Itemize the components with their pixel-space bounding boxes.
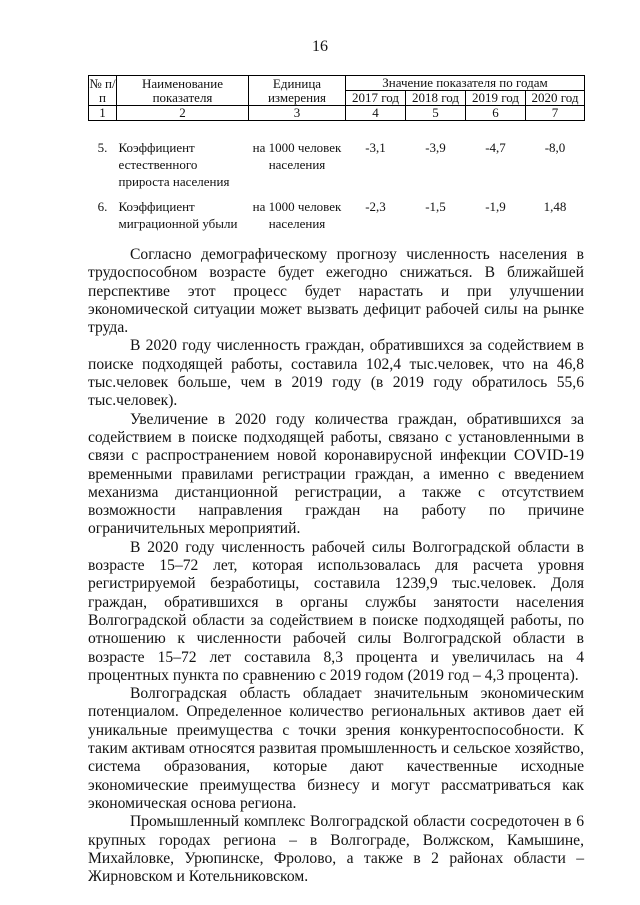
header-year: 2018 год (406, 91, 466, 106)
header-year: 2019 год (466, 91, 526, 106)
header-year: 2020 год (526, 91, 585, 106)
body-text (88, 246, 584, 886)
table-row (89, 137, 585, 196)
row-value: -1,5 (425, 199, 446, 214)
row-value: -3,1 (365, 140, 386, 155)
row-name: Коэффициент естественного прироста населения (118, 140, 230, 189)
header-name: Наименование показателя (117, 76, 249, 106)
paragraph: Согласно демографическому прогнозу численность населения в трудоспособном возрасте будет ежегодно снижаться. В ближайшей перспективе этот процесс будет нарастать и при улучшении экономической ситуации может вызвать дефицит рабочей силы на рынке труда. (88, 246, 584, 337)
row-value: -1,9 (485, 199, 506, 214)
row-number: 6. (97, 199, 108, 214)
paragraph: Волгоградская область обладает значительным экономическим потенциалом. Определенное количество региональных активов дает ей уникальные преимущества с точки зрения конкурентоспособности. К таким активам относятся развитая промышленность и сельское хозяйство, система образования, которые дают качественные исходные экономические преимущества бизнесу и могут рассматриваться как экономическая основа региона. (88, 685, 584, 812)
row-unit: на 1000 человек населения (252, 140, 342, 172)
column-number: 1 (89, 106, 117, 121)
row-value: -4,7 (485, 140, 506, 155)
row-unit: на 1000 человек населения (252, 199, 342, 231)
row-value: -8,0 (544, 140, 566, 155)
header-unit: Единица измерения (249, 76, 346, 106)
column-number: 5 (406, 106, 466, 121)
header-number: № п/п (89, 75, 116, 105)
column-number: 7 (526, 106, 585, 121)
table-row (89, 196, 585, 239)
row-value: 1,48 (543, 199, 567, 214)
column-number: 2 (117, 106, 249, 121)
paragraph: Увеличение в 2020 году количества граждан, обратившихся за содействием в поиске подходящей работы, связано с установленными в связи с распространением новой коронавирусной инфекции COVID-19 временными правилами регистрации граждан, а именно с введением механизма дистанционной регистрации, а также с отсутствием возможности направления граждан на работу по причине ограничительных мероприятий. (88, 410, 584, 538)
row-value: -2,3 (365, 199, 386, 214)
header-values-group: Значение показателя по годам (346, 76, 585, 91)
paragraph: В 2020 году численность рабочей силы Волгоградской области в возрасте 15–72 лет, которая использовалась для расчета уровня регистрируемой безработицы, составила 1239,9 тыс.человек. Доля граждан, обратившихся в органы службы занятости населения Волгоградской области за содействием в поиске подходящей работы, по отношению к численности рабочей силы Волгоградской области в возрасте 15–72 лет составила 8,3 процента и увеличилась на 4 процентных пункта по сравнению с 2019 годом (2019 год – 4,3 процента). (88, 538, 584, 684)
column-number: 4 (346, 106, 406, 121)
row-value: -3,9 (425, 140, 446, 155)
page-number: 16 (312, 38, 328, 55)
paragraph: Промышленный комплекс Волгоградской области сосредоточен в 6 крупных городах региона – в Волгограде, Волжском, Камышине, Михайловке, Урюпинске, Фролово, а также в 2 районах области – Жирновском и Котельниковском. (88, 813, 584, 886)
indicators-table (88, 75, 585, 239)
column-number: 6 (466, 106, 526, 121)
row-name: Коэффициент миграционной убыли (118, 199, 238, 231)
column-number: 3 (249, 106, 346, 121)
header-year: 2017 год (346, 91, 406, 106)
row-number: 5. (97, 140, 108, 155)
paragraph: В 2020 году численность граждан, обратившихся за содействием в поиске подходящей работы, составила 102,4 тыс.человек, что на 46,8 тыс.человек больше, чем в 2019 году (в 2019 году обратилось 55,6 тыс.человек). (88, 337, 584, 410)
